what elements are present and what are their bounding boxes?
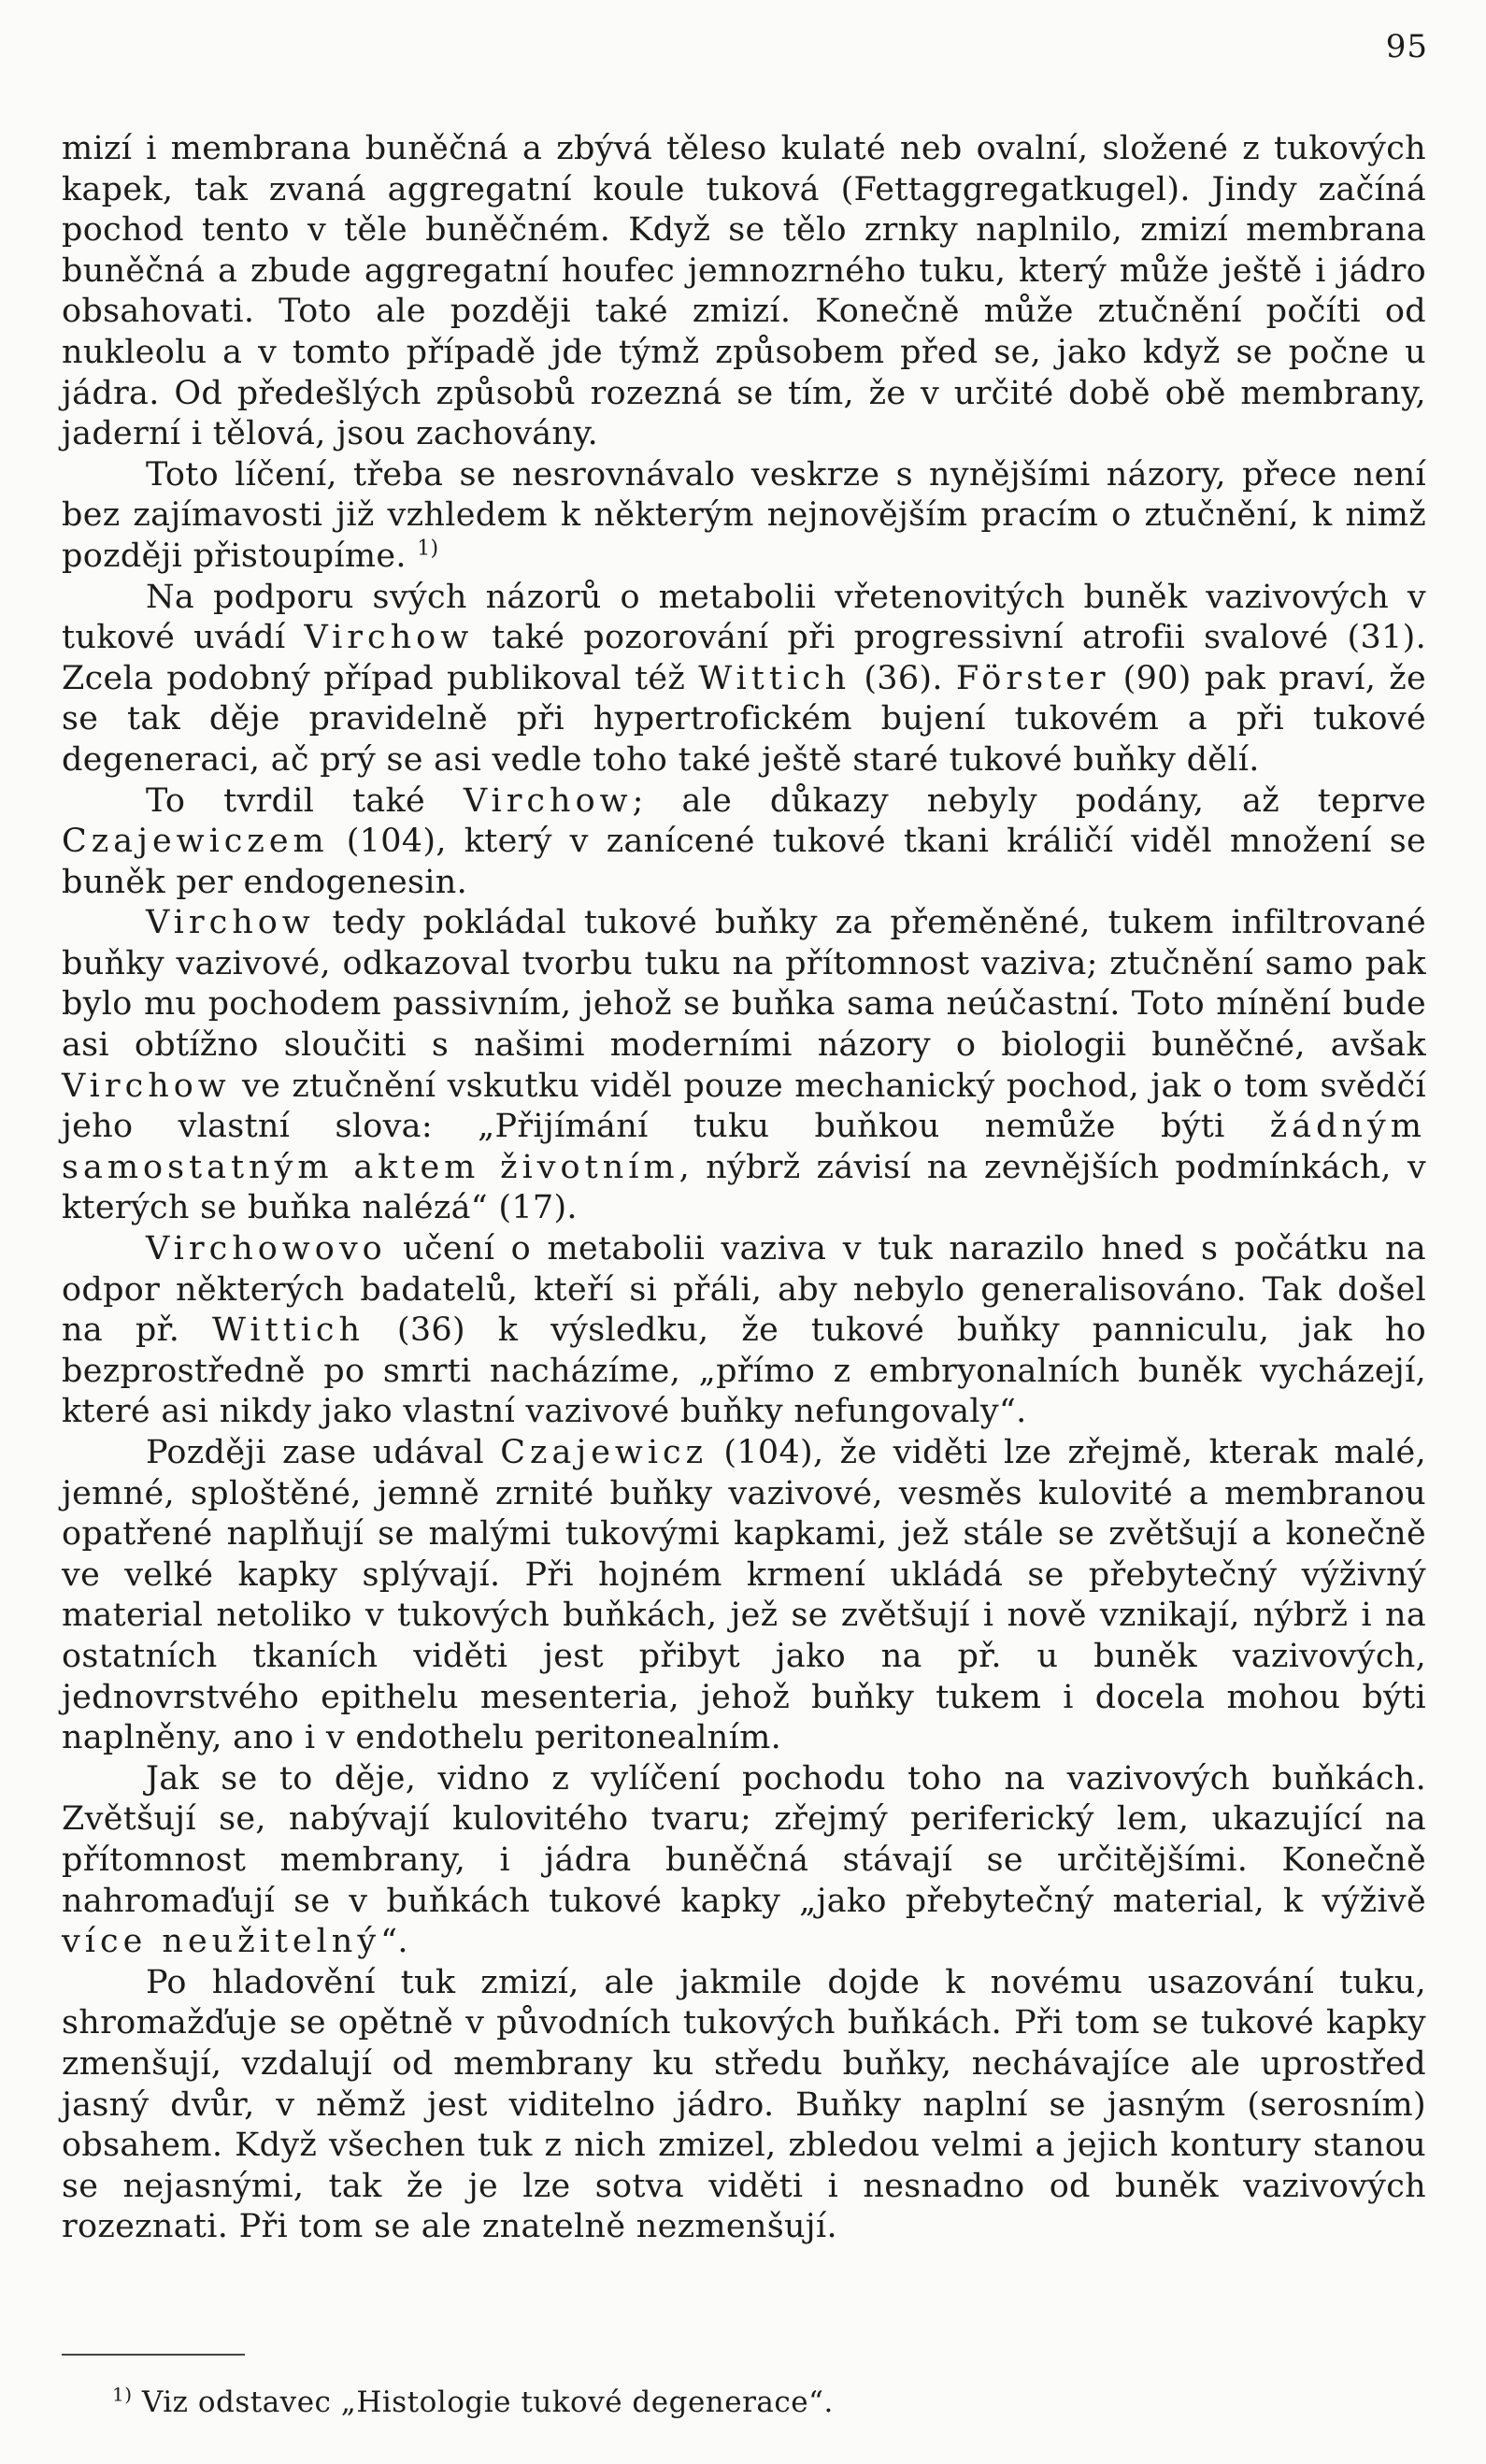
author-name: Virchow bbox=[463, 781, 633, 820]
paragraph-7: Později zase udával Czajewicz (104), že viděti lze zřejmě, kterak malé, jemné, sploštěné, jemně zrnité buňky vazivové, vesměs kulovité a membranou opatřené naplňují se malými tukovými kapkami, jež stále se zvětšují a konečně ve velké kapky splývají. Při hojném krmení ukládá se přebytečný výživný material netoliko v tukových buňkách, jež se zvětšují i nově vznikají, nýbrž i na ostatních tkaních viděti jest přibyt jako na př. u buněk vazivových, jednovrstvého epithelu mesenteria, jehož buňky tukem i docela mohou býti naplněny, ano i v endothelu peritonealním. bbox=[62, 1434, 1426, 1757]
author-name: Virchow bbox=[62, 1067, 231, 1105]
paragraph-8: Jak se to děje, vidno z vylíčení pochodu toho na vazivových buňkách. Zvětšují se, nabývají kulovitého tvaru; zřejmý periferický lem, ukazující na přítomnost membrany, i jádra buněčná stávají se určitějšími. Konečně nahromaďují se v buňkách tukové kapky „jako přebytečný material, k výživě více neužitelný“. bbox=[62, 1759, 1426, 1961]
author-name: Virchow bbox=[146, 904, 315, 942]
body-text bbox=[62, 129, 1426, 2248]
author-name: Virchow bbox=[304, 619, 474, 657]
author-name: Czajewicz bbox=[500, 1434, 708, 1471]
author-name: Wittich bbox=[212, 1311, 365, 1350]
author-name: Czajewiczem bbox=[62, 823, 329, 861]
footnote-reference: 1) bbox=[417, 537, 439, 561]
emphasis-text: žádným samostatným aktem životním bbox=[62, 1108, 1426, 1186]
paragraph-5: Virchow tedy pokládal tukové buňky za přeměněné, tukem infiltrované buňky vazivové, odkazoval tvorbu tuku na přítomnost vaziva; ztučnění samo pak bylo mu pochodem passivním, jehož se buňka sama neúčastní. Toto mínění bude asi obtížno sloučiti s našimi moderními názory o biologii buněčné, avšak Virchow ve ztučnění vskutku viděl pouze mechanický pochod, jak o tom svědčí jeho vlastní slova: „Přijímání tuku buňkou nemůže býti žádným samostatným aktem životním, nýbrž závisí na zevnějších podmínkách, v kterých se buňka nalézá“ (17). bbox=[62, 904, 1426, 1227]
author-name: Förster bbox=[955, 659, 1110, 697]
paragraph-1: mizí i membrana buněčná a zbývá těleso kulaté neb ovalní, složené z tukových kapek, tak zvaná aggregatní koule tuková (Fettaggregatkugel). Jindy začíná pochod tento v těle buněčném. Když se tělo zrnky naplnilo, zmizí membrana buněčná a zbude aggregatní houfec jemnozrného tuku, který může ještě i jádro obsahovati. Toto ale později také zmizí. Konečně může ztučnění počíti od nukleolu a v tomto případě jde týmž způsobem před se, jako když se počne u jádra. Od předešlých způsobů rozezná se tím, že v určité době obě membrany, jaderní i tělová, jsou zachovány. bbox=[62, 130, 1426, 453]
footnote-mark: 1) bbox=[112, 2383, 133, 2406]
author-name: Virchowovo bbox=[146, 1230, 387, 1268]
paragraph-4: To tvrdil také Virchow; ale důkazy nebyly podány, až teprve Czajewiczem (104), který v zanícené tukové tkani králičí viděl množení se buněk per endogenesin. bbox=[62, 781, 1426, 901]
footnote-divider bbox=[62, 2354, 245, 2356]
paragraph-3: Na podporu svých názorů o metabolii vřetenovitých buněk vazivových v tukové uvádí Virchow také pozorování při progressivní atrofii svalové (31). Zcela podobný případ publikoval též Wittich (36). Förster (90) pak praví, že se tak děje pravidelně při hypertrofickém bujení tukovém a při tukové degeneraci, ač prý se asi vedle toho také ještě staré tukové buňky dělí. bbox=[62, 578, 1427, 779]
footnote bbox=[112, 2384, 1327, 2421]
author-name: Wittich bbox=[698, 659, 851, 697]
emphasis-text: více neužitelný bbox=[62, 1923, 381, 1961]
page-number: 95 bbox=[1385, 28, 1428, 65]
paragraph-2-text: Toto líčení, třeba se nesrovnávalo veskrze s nynějšími názory, přece není bez zajímavosti již vzhledem k některým nejnovějším pracím o ztučnění, k nimž později přistoupíme. bbox=[62, 455, 1426, 575]
paragraph-9: Po hladovění tuk zmizí, ale jakmile dojde k novému usazování tuku, shromažďuje se opětně v původních tukových buňkách. Při tom se tukové kapky zmenšují, vzdalují od membrany ku středu buňky, nechávajíce ale uprostřed jasný dvůr, v němž jest viditelno jádro. Buňky naplní se jasným (serosním) obsahem. Když všechen tuk z nich zmizel, zbledou velmi a jejich kontury stanou se nejasnými, tak že je lze sotva viděti i nesnadno od buněk vazivových rozeznati. Při tom se ale znatelně nezmenšují. bbox=[62, 1963, 1426, 2246]
paragraph-2 bbox=[62, 455, 1426, 578]
paragraph-6: Virchowovo učení o metabolii vaziva v tuk narazilo hned s počátku na odpor některých badatelů, kteří si přáli, aby nebylo generalisováno. Tak došel na př. Wittich (36) k výsledku, že tukové buňky panniculu, jak ho bezprostředně po smrti nacházíme, „přímo z embryonalních buněk vycházejí, které asi nikdy jako vlastní vazivové buňky nefungovaly“. bbox=[62, 1230, 1426, 1431]
footnote-text: Viz odstavec „Histologie tukové degenerace“. bbox=[132, 2385, 834, 2419]
